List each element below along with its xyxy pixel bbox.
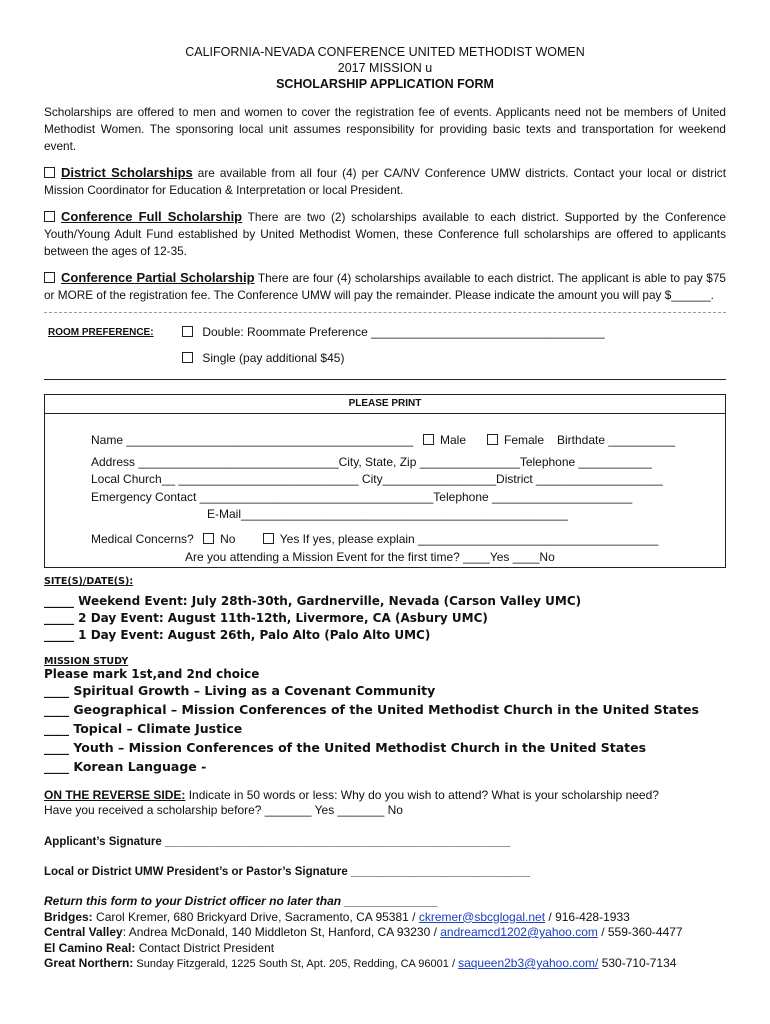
emergency-contact-field[interactable]: Emergency Contact ___________________________________Telephone _____________________ [91, 490, 633, 504]
mission-study-instruction: Please mark 1st,and 2nd choice [44, 667, 260, 681]
divider [45, 413, 725, 414]
study-choice[interactable]: ____ Korean Language - [44, 759, 207, 774]
male-checkbox[interactable] [423, 434, 434, 445]
applicant-signature[interactable]: Applicant’s Signature ______________________________________________________ [44, 836, 511, 848]
form-header [44, 44, 726, 92]
email-field[interactable]: E-Mail_________________________________________________ [207, 507, 569, 521]
medical-yes-checkbox[interactable] [263, 533, 274, 544]
name-field[interactable]: Name ___________________________________________ [91, 433, 414, 447]
study-choice[interactable]: ____ Topical – Climate Justice [44, 721, 243, 736]
single-checkbox[interactable] [182, 352, 193, 363]
reverse-side-section [44, 788, 726, 818]
district-checkbox[interactable] [44, 167, 55, 178]
first-time-question[interactable]: Are you attending a Mission Event for the first time? ____Yes ____No [185, 550, 555, 564]
header-event: 2017 MISSION u [337, 61, 433, 75]
study-choice[interactable]: ____ Geographical – Mission Conferences of the United Methodist Church in the United States [44, 702, 699, 717]
room-preference [44, 321, 726, 379]
contact-great-northern: Great Northern: Sunday Fitzgerald, 1225 South St, Apt. 205, Redding, CA 96001 / saqueen2b3@yahoo.com/ 530-710-7134 [44, 956, 677, 970]
conference-full-checkbox[interactable] [44, 211, 55, 222]
mission-study-caption: MISSION STUDY [44, 656, 129, 667]
option-text: There are two (2) scholarships available to each district. Supported by the Conference Youth/Young Adult Fund established by United Methodist Women, these Conference full scholarships are offered to applicants between the ages of 12-35. [44, 210, 726, 258]
applicant-info-box [44, 394, 726, 568]
medical-no-checkbox[interactable] [203, 533, 214, 544]
room-double [182, 325, 605, 339]
male-label: Male [440, 433, 467, 447]
medical-label: Medical Concerns? [91, 532, 194, 546]
header-organization: CALIFORNIA-NEVADA CONFERENCE UNITED METHODIST WOMEN [185, 45, 585, 59]
divider [44, 379, 726, 380]
president-signature[interactable]: Local or District UMW President’s or Pastor’s Signature ____________________________ [44, 866, 531, 878]
sites-section [44, 576, 726, 644]
previous-scholarship-question[interactable]: Have you received a scholarship before? _______ Yes _______ No [44, 803, 403, 817]
option-title: Conference Partial Scholarship [61, 270, 255, 285]
divider [44, 308, 726, 313]
event-weekend[interactable]: _____ Weekend Event: July 28th-30th, Gardnerville, Nevada (Carson Valley UMC) [44, 594, 582, 608]
intro-text: Scholarships are offered to men and women to cover the registration fee of events. Applicants need not be members of United Methodist Women. The sponsoring local unit assumes responsibility for providing basic texts and transportation for weekend event. [44, 105, 726, 153]
option-conference-partial [44, 269, 726, 304]
no-label: No [220, 532, 236, 546]
local-church-field[interactable]: Local Church__ ___________________________ City_________________District ___________________ [91, 472, 663, 486]
sites-caption: SITE(S)/DATE(S): [44, 576, 134, 587]
room-single [182, 351, 344, 365]
return-section [44, 894, 726, 973]
mission-study-section [44, 656, 726, 776]
option-district [44, 164, 726, 199]
study-choice[interactable]: ____ Spiritual Growth – Living as a Covenant Community [44, 683, 436, 698]
medical-concerns [91, 532, 658, 546]
north-email-link[interactable]: saqueen2b3@yahoo.com/ [458, 956, 599, 970]
female-label: Female [504, 433, 545, 447]
conference-partial-checkbox[interactable] [44, 272, 55, 283]
male-option [423, 433, 466, 447]
reverse-label: ON THE REVERSE SIDE: [44, 788, 186, 802]
female-checkbox[interactable] [487, 434, 498, 445]
yes-explain-field[interactable]: Yes If yes, please explain ____________________________________ [279, 532, 659, 546]
please-print-label: PLEASE PRINT [348, 398, 422, 409]
option-title: Conference Full Scholarship [61, 209, 243, 224]
event-two-day[interactable]: _____ 2 Day Event: August 11th-12th, Livermore, CA (Asbury UMC) [44, 611, 488, 625]
birthdate-field[interactable]: Birthdate __________ [557, 433, 676, 447]
central-email-link[interactable]: andreamcd1202@yahoo.com [440, 925, 598, 939]
double-checkbox[interactable] [182, 326, 193, 337]
header-title: SCHOLARSHIP APPLICATION FORM [276, 77, 494, 91]
female-option [487, 433, 544, 447]
address-field[interactable]: Address ______________________________City, State, Zip _______________Telephone ___________ [91, 455, 652, 469]
reverse-text: Indicate in 50 words or less: Why do you wish to attend? What is your scholarship need? [185, 788, 659, 802]
bridges-email-link[interactable]: ckremer@sbcglogal.net [418, 909, 546, 924]
application-form [44, 44, 726, 973]
contact-central-valley: Central Valley: Andrea McDonald, 140 Middleton St, Hanford, CA 93230 / andreamcd1202@yahoo.com / 559-360-4477 [44, 925, 683, 939]
option-conference-full [44, 208, 726, 260]
option-title: District Scholarships [61, 165, 193, 180]
contact-el-camino: El Camino Real: Contact District President [44, 940, 275, 955]
return-heading: Return this form to your District officer no later than ______________ [44, 894, 438, 908]
double-label: Double: Roommate Preference ___________________________________ [202, 325, 605, 339]
study-choice[interactable]: ____ Youth – Mission Conferences of the United Methodist Church in the United States [44, 740, 647, 755]
event-one-day[interactable]: _____ 1 Day Event: August 26th, Palo Alto (Palo Alto UMC) [44, 628, 431, 642]
contact-bridges: Bridges: Carol Kremer, 680 Brickyard Drive, Sacramento, CA 95381 / ckremer@sbcglogal.net / 916-428-1933 [44, 909, 630, 924]
single-label: Single (pay additional $45) [202, 351, 345, 365]
room-label: ROOM PREFERENCE: [48, 327, 154, 338]
option-text: There are four (4) scholarships available to each district. The applicant is able to pay $75 or MORE of the registration fee. The Conference UMW will pay the remainder. Please indicate the amount you will pay $______. [44, 271, 726, 302]
option-text: are available from all four (4) per CA/NV Conference UMW districts. Contact your local or district Mission Coordinator for Education & Interpretation or local President. [44, 166, 726, 197]
